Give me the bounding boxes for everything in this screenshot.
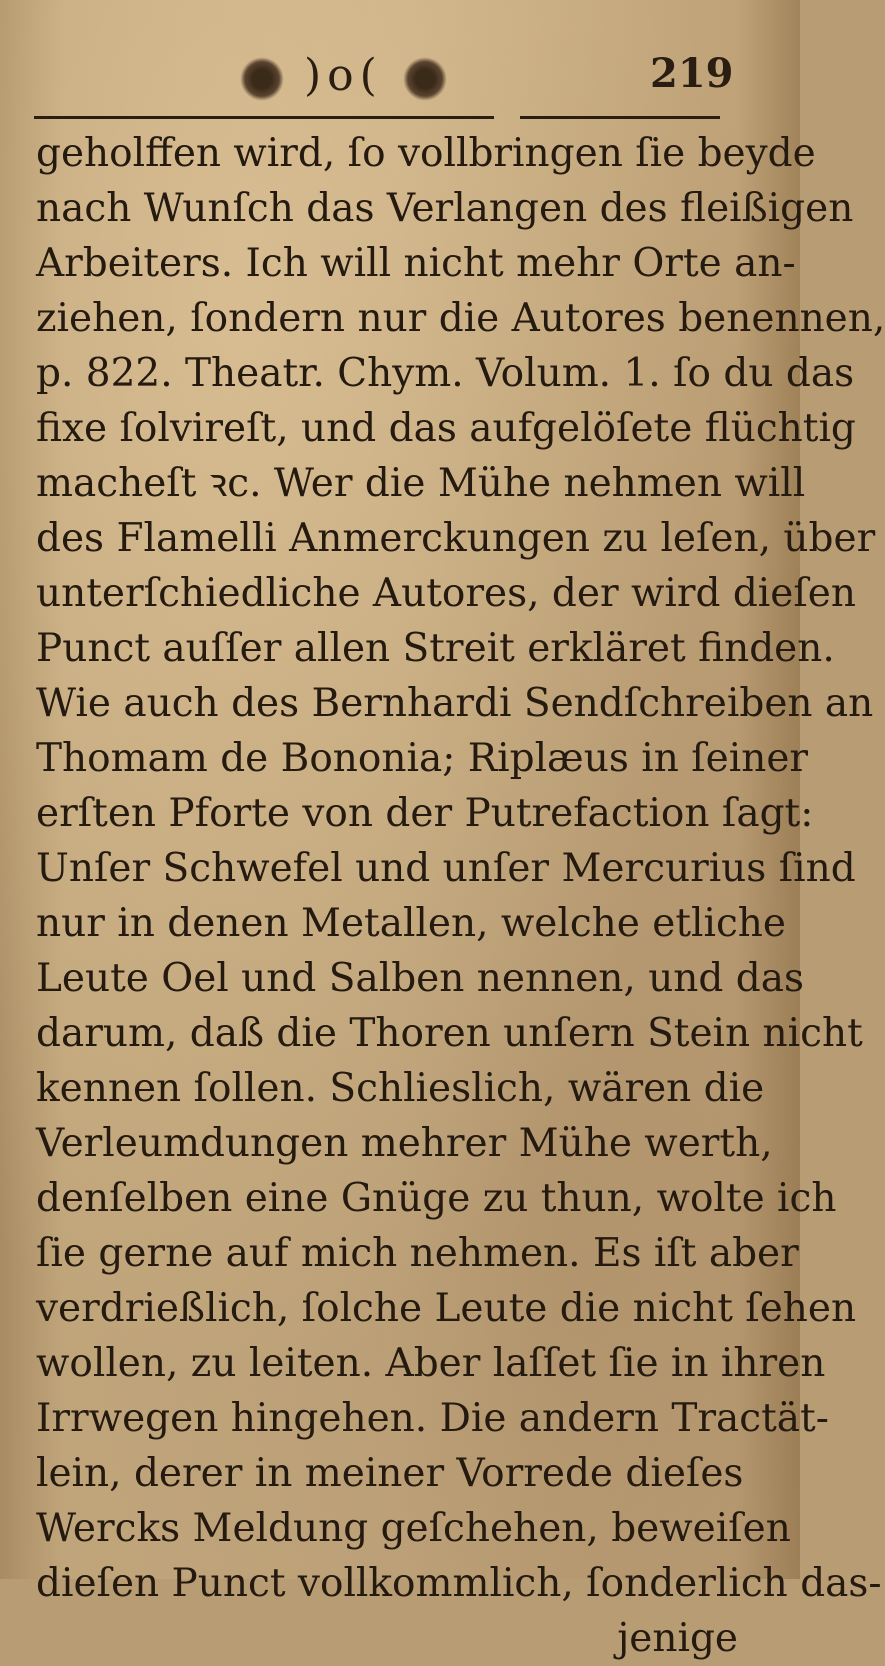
text-line-8: des Flamelli Anmerckungen zu leſen, über xyxy=(36,516,876,561)
text-line-21: ſie gerne auf mich nehmen. Es iſt aber xyxy=(36,1231,799,1276)
ornament-text: )o( xyxy=(304,50,383,101)
text-line-25: lein, derer in meiner Vorrede dieſes xyxy=(36,1451,744,1496)
header-rule-right xyxy=(520,116,720,119)
catchword: jenige xyxy=(617,1616,738,1661)
header-ornament xyxy=(240,46,447,106)
text-line-10: Punct auſſer allen Streit erkläret finden. xyxy=(36,626,835,671)
rosette-right-icon xyxy=(403,57,447,101)
rosette-left-icon xyxy=(240,57,284,101)
page-header xyxy=(0,40,800,120)
text-line-2: nach Wunſch das Verlangen des fleißigen xyxy=(36,186,854,231)
text-line-17: darum, daß die Thoren unſern Stein nicht xyxy=(36,1011,863,1056)
text-line-12: Thomam de Bononia; Riplæus in ſeiner xyxy=(36,736,809,781)
text-line-6: fixe ſolvireſt, und das aufgelöſete flüchtig xyxy=(36,406,856,451)
text-line-11: Wie auch des Bernhardi Sendſchreiben an xyxy=(36,681,874,726)
text-line-24: Irrwegen hingehen. Die andern Tractät- xyxy=(36,1396,829,1441)
text-line-1: geholffen wird, ſo vollbringen ſie beyde xyxy=(36,131,816,176)
page-number: 219 xyxy=(650,50,734,97)
text-line-15: nur in denen Metallen, welche etliche xyxy=(36,901,787,946)
text-line-22: verdrießlich, ſolche Leute die nicht ſehen xyxy=(36,1286,857,1331)
header-rule-left xyxy=(34,116,494,119)
text-line-23: wollen, zu leiten. Aber laſſet ſie in ihren xyxy=(36,1341,826,1386)
text-line-19: Verleumdungen mehrer Mühe werth, xyxy=(36,1121,773,1166)
text-line-9: unterſchiedliche Autores, der wird dieſen xyxy=(36,571,856,616)
text-line-26: Wercks Meldung geſchehen, beweiſen xyxy=(36,1506,791,1551)
text-line-5: p. 822. Theatr. Chym. Volum. 1. ſo du das xyxy=(36,351,855,396)
text-line-13: erſten Pforte von der Putrefaction ſagt: xyxy=(36,791,814,836)
text-line-7: macheſt ꝛc. Wer die Mühe nehmen will xyxy=(36,461,806,506)
text-line-20: denſelben eine Gnüge zu thun, wolte ich xyxy=(36,1176,837,1221)
text-line-3: Arbeiters. Ich will nicht mehr Orte an- xyxy=(36,241,796,286)
text-line-4: ziehen, ſondern nur die Autores benennen, xyxy=(36,296,885,341)
text-line-16: Leute Oel und Salben nennen, und das xyxy=(36,956,805,1001)
text-block xyxy=(36,126,885,1666)
text-line-18: kennen ſollen. Schlieslich, wären die xyxy=(36,1066,765,1111)
text-line-27: dieſen Punct vollkommlich, ſonderlich das- xyxy=(36,1561,882,1606)
text-line-14: Unſer Schwefel und unſer Mercurius ſind xyxy=(36,846,856,891)
